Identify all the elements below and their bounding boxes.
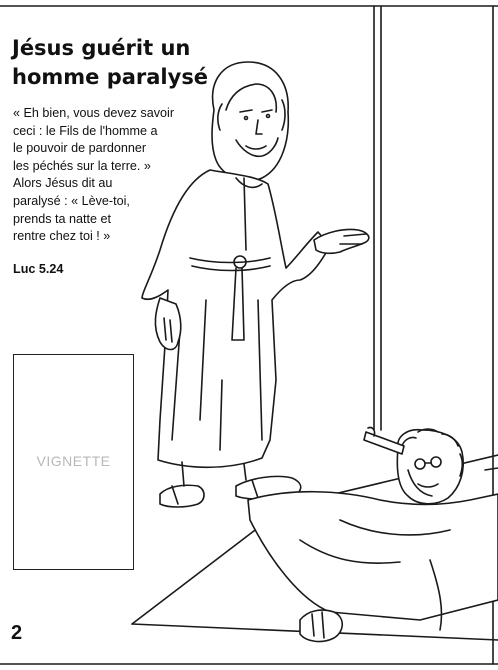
quote-line: paralysé : « Lève-toi, — [13, 193, 130, 208]
vignette-label: VIGNETTE — [36, 453, 111, 469]
vignette-box — [13, 354, 134, 570]
rope-drawing — [374, 6, 381, 430]
bible-reference: Luc 5.24 — [13, 262, 64, 276]
paralysed-man-drawing — [248, 427, 498, 641]
title-line: homme paralysé — [12, 65, 209, 89]
quote-line: Alors Jésus dit au — [13, 176, 113, 191]
quote-line: rentre chez toi ! » — [13, 229, 111, 244]
quote-line: prends ta natte et — [13, 211, 112, 226]
quote-line: les péchés sur la terre. » — [13, 158, 151, 173]
page-number: 2 — [11, 622, 23, 644]
quote-line: « Eh bien, vous devez savoir — [13, 106, 175, 120]
quote-line: ceci : le Fils de l'homme a — [13, 123, 158, 138]
quote-line: le pouvoir de pardonner — [13, 141, 147, 156]
page-title — [12, 34, 212, 92]
bible-quote — [13, 105, 188, 246]
title-line: Jésus guérit un — [12, 36, 191, 60]
